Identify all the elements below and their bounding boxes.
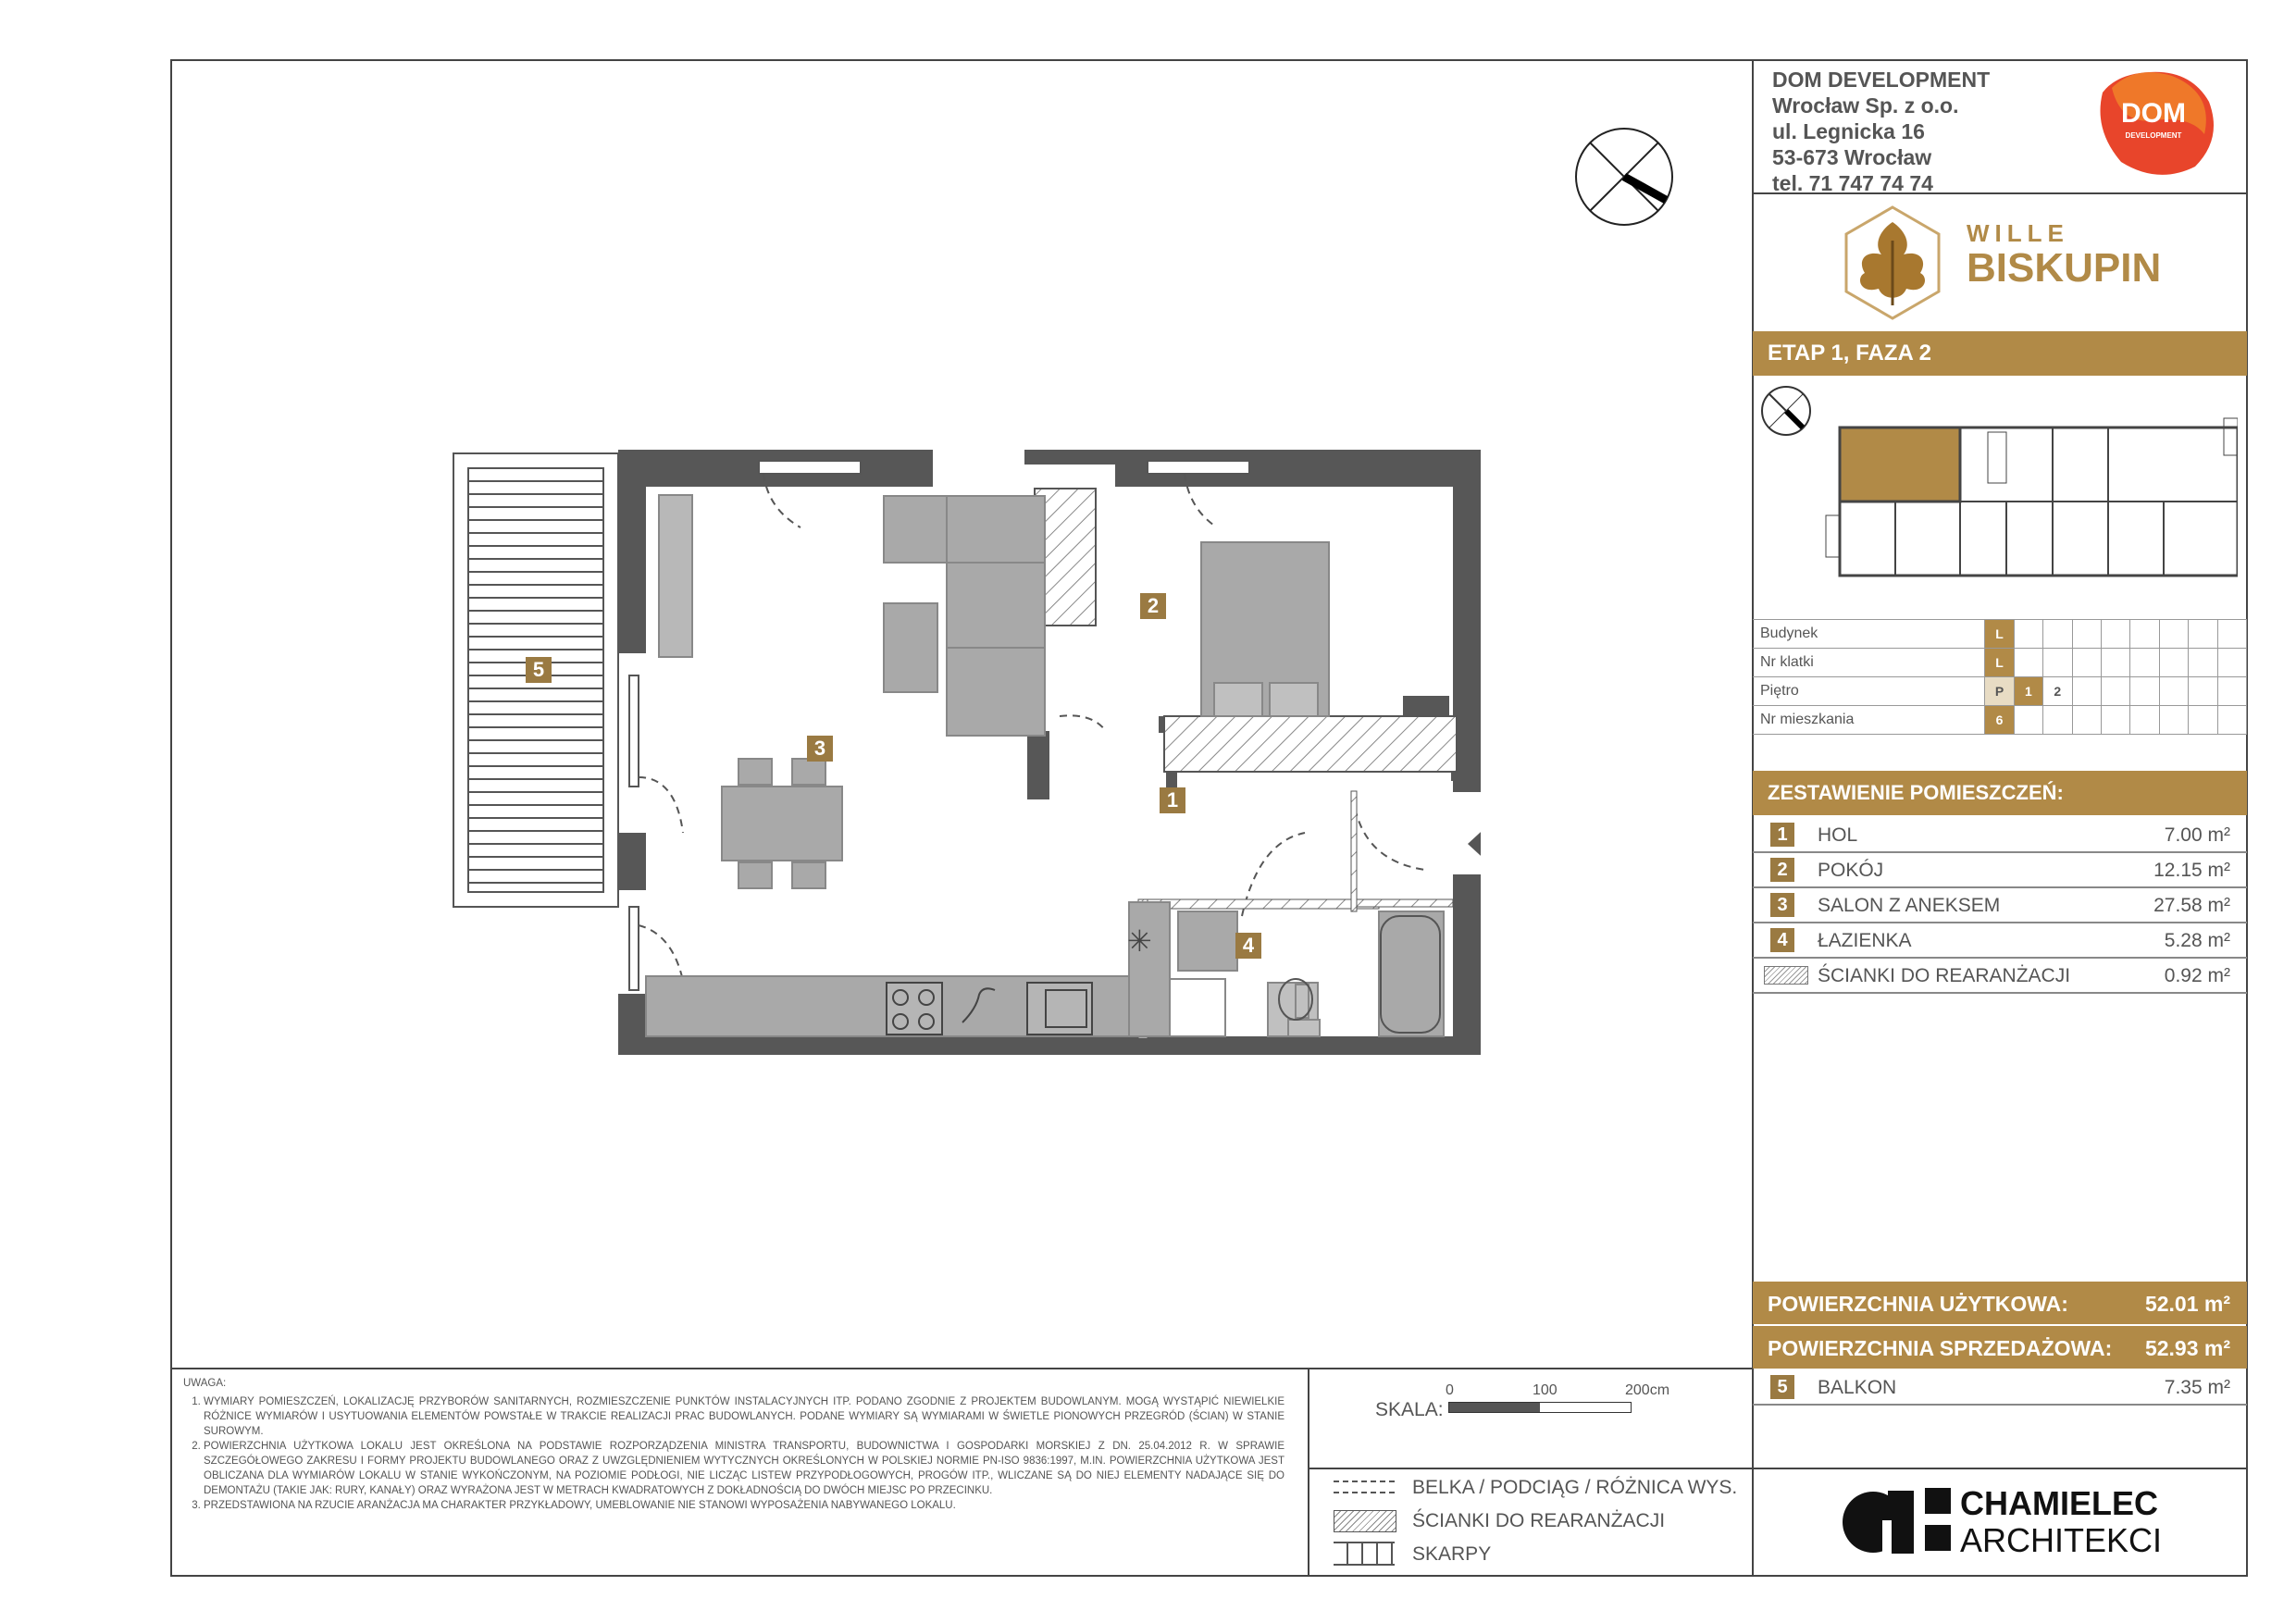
architect-line2: ARCHITEKCI	[1960, 1521, 2163, 1559]
scale-tick-0: 0	[1446, 1382, 1454, 1398]
logo-dom-text: DOM	[2121, 98, 2186, 129]
room-area: 5.28 m²	[2164, 930, 2230, 951]
beam-line-icon	[1334, 1479, 1395, 1493]
sink-icon	[1027, 983, 1092, 1035]
scale-divider	[1308, 1468, 1752, 1469]
room-row	[1753, 853, 2247, 888]
floor-value-2: 2	[2043, 677, 2072, 706]
stair-value: L	[1985, 649, 2014, 677]
room-area: 12.15 m²	[2153, 860, 2230, 881]
company-name: DOM DEVELOPMENT	[1772, 68, 1991, 92]
architect-mark-icon	[1842, 1485, 1916, 1559]
key-plan-compass-icon	[1762, 387, 1810, 435]
apartment-label: Nr mieszkania	[1753, 706, 1985, 735]
stair-label: Nr klatki	[1753, 649, 1985, 677]
balcony-area: 7.35 m²	[2164, 1377, 2230, 1398]
apartment-value: 6	[1985, 706, 2014, 735]
room-name: POKÓJ	[1818, 860, 1884, 881]
north-compass-icon	[1573, 126, 1675, 228]
architect-line1: CHAMIELEC	[1960, 1484, 2158, 1522]
company-phone: tel. 71 747 74 74	[1772, 171, 1933, 195]
room-name: SALON Z ANEKSEM	[1818, 895, 2001, 916]
reveals-icon	[1334, 1542, 1395, 1566]
sale-area-value: 52.93 m²	[2144, 1336, 2230, 1360]
plan-label-1: 1	[1160, 787, 1185, 813]
room-area: 27.58 m²	[2153, 895, 2230, 916]
usable-area-band	[1753, 1282, 2247, 1324]
cooktop-icon	[887, 983, 942, 1035]
partition-area: 0.92 m²	[2164, 965, 2230, 986]
plan-label-3: 3	[807, 736, 833, 762]
sale-area-band	[1753, 1326, 2247, 1369]
stage-band	[1753, 331, 2247, 376]
architect-divider	[1753, 1468, 2247, 1469]
room-area: 7.00 m²	[2164, 824, 2230, 846]
notes-title: UWAGA:	[183, 1378, 227, 1389]
rooms-title: ZESTAWIENIE POMIESZCZEŃ:	[1768, 781, 2064, 804]
project-name-top: WILLE	[1967, 219, 2069, 247]
rearrangement-wall	[1164, 716, 1457, 772]
architect-square-icon-2	[1925, 1525, 1951, 1551]
rooms-list	[1753, 818, 2247, 994]
building-value: L	[1985, 620, 2014, 649]
room-number: 2	[1770, 858, 1794, 882]
room-number: 1	[1770, 823, 1794, 847]
company-street: ul. Legnicka 16	[1772, 119, 1925, 143]
floor-label: Piętro	[1753, 677, 1985, 706]
room-row	[1753, 923, 2247, 959]
balcony-name: BALKON	[1818, 1377, 1897, 1398]
architect-square-icon	[1925, 1488, 1951, 1514]
building-label: Budynek	[1753, 620, 1985, 649]
apartment-info-table	[1753, 619, 2247, 735]
floor-value-p: P	[1985, 677, 2014, 706]
usable-area-value: 52.01 m²	[2144, 1292, 2230, 1316]
room-name: HOL	[1818, 824, 1858, 846]
room-row	[1753, 888, 2247, 923]
company-entity: Wrocław Sp. z o.o.	[1772, 93, 1959, 118]
plan-label-2: 2	[1140, 593, 1166, 619]
key-plan	[1756, 381, 2238, 613]
oak-leaf-icon	[1837, 204, 1948, 322]
company-address	[1772, 67, 1990, 196]
scale-tick-200: 200cm	[1625, 1382, 1670, 1398]
balcony-number: 5	[1770, 1375, 1794, 1399]
company-city: 53-673 Wrocław	[1772, 145, 1932, 169]
room-number: 3	[1770, 893, 1794, 917]
balcony-row	[1753, 1370, 2247, 1406]
legend-partitions: ŚCIANKI DO REARANŻACJI	[1412, 1510, 1666, 1531]
note-item: 3. PRZEDSTAWIONA NA RZUCIE ARANŻACJA MA CHARAKTER PRZYKŁADOWY, UMEBLOWANIE NIE STANOWI WYPOSAŻENIA NABYWANEGO LOKALU.	[204, 1498, 1285, 1513]
entrance-arrow-icon	[1468, 824, 1481, 864]
floor-value-1: 1	[2014, 677, 2042, 706]
dom-development-logo	[2084, 65, 2223, 183]
plan-label-4: 4	[1235, 933, 1261, 959]
partition-row	[1753, 959, 2247, 994]
room-row	[1753, 818, 2247, 853]
logo-development-text: DEVELOPMENT	[2125, 131, 2182, 140]
legend-reveals: SKARPY	[1412, 1543, 1492, 1565]
wille-biskupin-logo	[1828, 199, 2161, 328]
scale-label: SKALA:	[1375, 1399, 1444, 1420]
room-number: 4	[1770, 928, 1794, 952]
notes	[183, 1376, 1285, 1513]
room-name: ŁAZIENKA	[1818, 930, 1912, 951]
scale-tick-100: 100	[1533, 1382, 1558, 1398]
note-item: 2. POWIERZCHNIA UŻYTKOWA LOKALU JEST OKREŚLONA NA PODSTAWIE ROZPORZĄDZENIA MINISTRA TRANSPORTU, BUDOWNICTWA I GOSPODARKI MORSKIEJ Z DN. 25.04.2012 R. W SPRAWIE SZCZEGÓŁOWEGO ZAKRESU I FORMY PROJEKTU BUDOWLANEGO ORAZ Z UWZGLĘDNIENIEM WYTYCZNYCH OKREŚLONYCH W POLSKIEJ NORMIE PN-ISO 9836:1997, M.IN. POWIERZCHNIA UŻYTKOWA JEST OBLICZANA DLA WYMIARÓW LOKALU W STANIE WYKOŃCZONYM, NA POZIOMIE PODŁOGI, NIE LICZĄC LISTEW PRZYPODŁOGOWYCH, PROGÓW ITP., WLICZANE SĄ DO NIEJ ELEMENTY NADAJĄCE SIĘ DO DEMONTAŻU (TAKIE JAK: RURY, KANAŁY) ORAZ WYRAŻONA JEST W METRACH KWADRATOWYCH Z DOKŁADNOŚCIĄ DO DWÓCH MIEJSC PO PRZECINKU.	[204, 1439, 1285, 1498]
rooms-title-band	[1753, 771, 2247, 815]
chamielec-architekci-logo	[1842, 1481, 2212, 1564]
floor-plan	[444, 444, 1481, 1092]
partition-hatch-icon	[1334, 1510, 1396, 1532]
legend-beam: BELKA / PODCIĄG / RÓŻNICA WYS.	[1412, 1477, 1738, 1498]
note-item: 1. WYMIARY POMIESZCZEŃ, LOKALIZACJĘ PRZYBORÓW SANITARNYCH, ROZMIESZCZENIE PUNKTÓW INSTALACYJNYCH ITP. PODANO ZGODNIE Z PROJEKTEM BUDOWLANYM. MOGĄ WYSTĄPIĆ NIEWIELKIE RÓŻNICE WYMIARÓW I USYTUOWANIA ELEMENTÓW POWSTAŁE W TRAKCIE REALIZACJI PRAC BUDOWLANYCH. PODANE WYMIARY SĄ WYMIARAMI W ŚWIETLE PIONOWYCH PRZEGRÓD (ŚCIAN) W STANIE SUROWYM.	[204, 1394, 1285, 1439]
sale-area-label: POWIERZCHNIA SPRZEDAŻOWA:	[1768, 1336, 2113, 1360]
notes-divider	[1308, 1368, 1309, 1577]
hatch-swatch-icon	[1764, 966, 1808, 985]
scale-bar	[1448, 1402, 1632, 1413]
stage-label: ETAP 1, FAZA 2	[1768, 341, 1931, 365]
fan-icon: ✳	[1127, 923, 1152, 959]
balcony-list	[1753, 1370, 2247, 1406]
plan-label-5: 5	[526, 657, 552, 683]
partition-name: ŚCIANKI DO REARANŻACJI	[1818, 965, 2071, 986]
bottom-strip-divider	[170, 1368, 1753, 1369]
usable-area-label: POWIERZCHNIA UŻYTKOWA:	[1768, 1292, 2068, 1316]
project-name-main: BISKUPIN	[1967, 245, 2162, 291]
